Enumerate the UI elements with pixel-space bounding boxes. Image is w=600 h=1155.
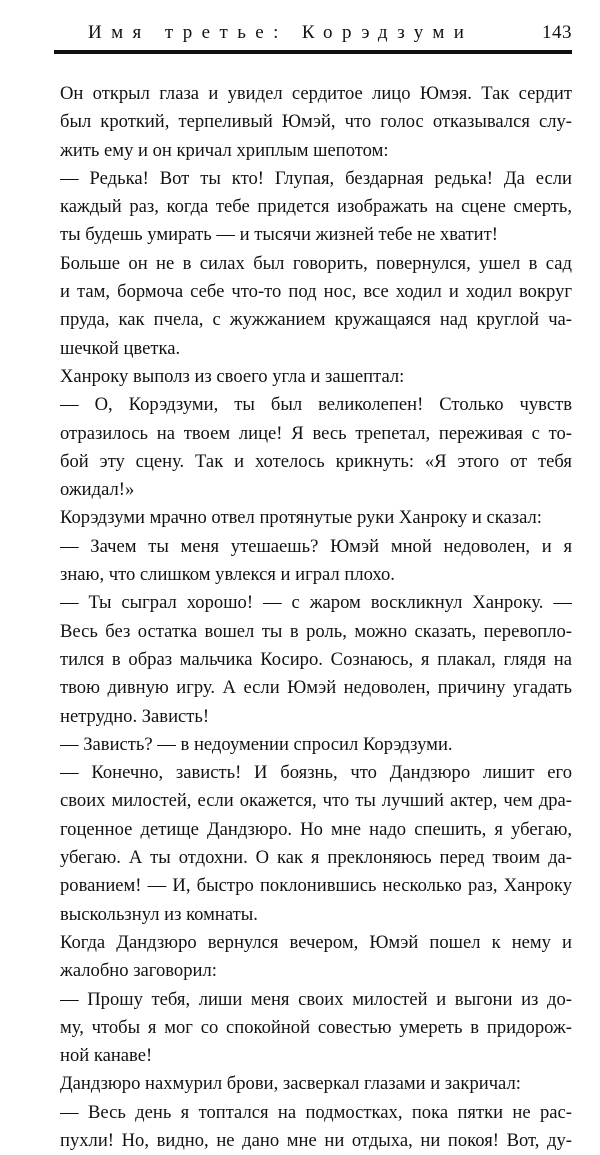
text-line: шечкой цветка. xyxy=(60,337,181,359)
text-line: — Ты сыграл хорошо! — с жаром воскликнул Ханроку. — xyxy=(60,592,572,614)
text-line: Корэдзуми мрачно отвел протянутые руки Ханроку и сказал: xyxy=(60,507,542,529)
text-line: ной канаве! xyxy=(60,1045,153,1067)
text-line: Дандзюро нахмурил брови, засверкал глазами и закричал: xyxy=(60,1073,521,1095)
text-line: своих милостей, если окажется, что ты лучший актер, чем дра- xyxy=(60,790,572,812)
text-line: ожидал!» xyxy=(60,479,135,501)
text-line: — Прошу тебя, лиши меня своих милостей и выгони из до- xyxy=(60,988,572,1010)
text-line: Ханроку выполз из своего угла и зашептал: xyxy=(60,365,405,387)
running-title: Имя третье: Корэдзуми xyxy=(88,22,474,43)
text-line: знаю, что слишком увлекся и играл плохо. xyxy=(60,564,395,586)
text-line: рованием! — И, быстро поклонившись несколько раз, Ханроку xyxy=(60,875,572,897)
running-head xyxy=(60,20,572,50)
text-line: выскользнул из комнаты. xyxy=(60,903,258,925)
text-line: жить ему и он кричал хриплым шепотом: xyxy=(60,139,389,161)
text-line: — Зависть? — в недоумении спросил Корэдзуми. xyxy=(60,733,453,755)
text-line: — Конечно, зависть! И боязнь, что Дандзюро лишит его xyxy=(60,762,572,784)
text-line: нетрудно. Зависть! xyxy=(60,705,210,727)
text-line: — Зачем ты меня утешаешь? Юмэй мной недоволен, и я xyxy=(60,535,572,557)
text-line: отразилось на твоем лице! Я весь трепетал, переживая с то- xyxy=(60,422,572,444)
text-line: бой эту сцену. Так и хотелось крикнуть: «Я этого от тебя xyxy=(60,450,572,472)
text-line: — Весь день я топтался на подмостках, пока пятки не рас- xyxy=(60,1101,572,1123)
text-line: твою дивную игру. А если Юмэй недоволен, причину угадать xyxy=(60,677,572,699)
text-line: гоценное детище Дандзюро. Но мне надо спешить, я убегаю, xyxy=(60,818,572,840)
text-line: — О, Корэдзуми, ты был великолепен! Столько чувств xyxy=(60,394,572,416)
body-text xyxy=(60,80,572,1155)
text-line: — Редька! Вот ты кто! Глупая, бездарная редька! Да если xyxy=(60,167,572,189)
text-line: ты будешь умирать — и тысячи жизней тебе не хватит! xyxy=(60,224,498,246)
page-number: 143 xyxy=(542,22,572,43)
text-line: пухли! Но, видно, не дано мне ни отдыха, ни покоя! Вот, ду- xyxy=(60,1129,572,1151)
text-line: Когда Дандзюро вернулся вечером, Юмэй пошел к нему и xyxy=(60,931,572,953)
text-line: тился в образ мальчика Косиро. Сознаюсь, я плакал, глядя на xyxy=(60,648,572,670)
text-line: Он открыл глаза и увидел сердитое лицо Юмэя. Так сердит xyxy=(60,83,572,104)
text-line: пруда, как пчела, с жужжанием кружащаяся над круглой ча- xyxy=(60,309,572,331)
text-line: му, чтобы я мог со спокойной совестью умереть в придорож- xyxy=(60,1016,572,1038)
text-line: Больше он не в силах был говорить, повернулся, ушел в сад xyxy=(60,252,572,274)
text-line: убегаю. А ты отдохни. О как я преклоняюсь перед твоим да- xyxy=(60,847,572,869)
text-line: и там, бормоча себе что-то под нос, все ходил и ходил вокруг xyxy=(60,281,572,303)
text-line: каждый раз, когда тебе придется изображать на сцене смерть, xyxy=(60,196,572,218)
text-line: жалобно заговорил: xyxy=(60,960,217,982)
header-rule xyxy=(54,50,572,54)
text-line: Весь без остатка вошел ты в роль, можно сказать, перевопло- xyxy=(60,620,572,642)
text-line: был кроткий, терпеливый Юмэй, что голос отказывался слу- xyxy=(60,111,572,133)
